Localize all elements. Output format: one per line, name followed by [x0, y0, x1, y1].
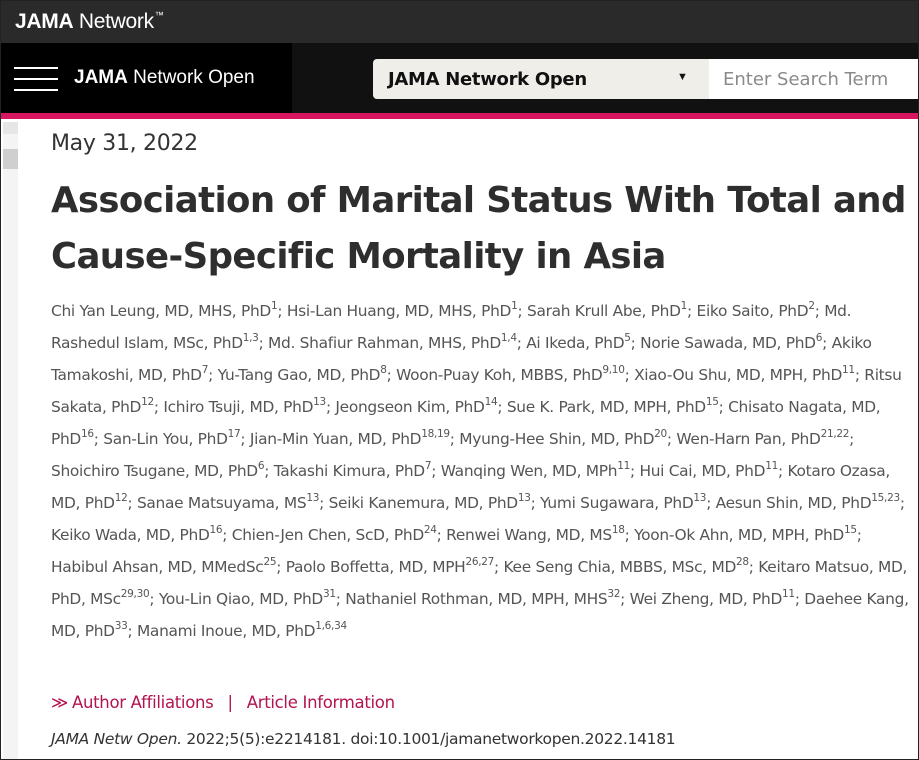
author-affiliation-number: 15,23 [871, 492, 900, 504]
accent-bar [1, 113, 918, 119]
article-links [51, 693, 395, 712]
author-item[interactable] [345, 590, 620, 608]
author-affiliation-number: 18 [611, 524, 625, 536]
author-affiliation-number: 1,3 [242, 332, 259, 344]
author-name: Daehee Kang, MD, PhD [51, 590, 909, 640]
citation-journal: JAMA Netw Open. [51, 730, 182, 748]
author-affiliation-number: 6 [815, 332, 823, 344]
author-affiliation-number: 1,4 [500, 332, 517, 344]
author-item[interactable] [287, 302, 518, 320]
author-name: Wen-Harn Pan, PhD [676, 430, 821, 448]
author-affiliation-number: 29,30 [120, 588, 150, 600]
author-item[interactable] [716, 494, 900, 512]
author-item[interactable] [51, 558, 276, 576]
author-name: Keitaro Matsuo, MD, PhD, MSc [51, 558, 908, 608]
logo-jama: JAMA [15, 10, 74, 33]
double-chevron-right-icon: ≫ [51, 693, 68, 712]
author-name: Seiki Kanemura, MD, PhD [328, 494, 518, 512]
caret-down-icon: ▼ [677, 71, 688, 83]
author-item[interactable] [640, 334, 822, 352]
author-item[interactable] [639, 462, 778, 480]
author-list: Chi Yan Leung, MD, MHS, PhD$^1$; Hsi-Lan Huang, MD, MHS, PhD$^1$; Sarah Krull Abe, PhD$^1$; Eiko Saito, PhD$^2$; Md. Rashedul Islam, MSc, PhD$^{1,3}$; Md. Shafiur Rahman, MHS, PhD$^{1,4}$; Ai Ikeda, PhD$^5$; Norie Sawada, MD, PhD$^6$; Akiko Tamakoshi, MD, PhD$^7$; Yu-Tang Gao, MD, PhD$^8$; Woon-Puay Koh, MBBS, PhD$^{9,10}$; Xiao-Ou Shu, MD, MPH, PhD$^{11}$; Ritsu Sakata, PhD$^{12}$; Ichiro Tsuji, MD, PhD$^{13}$; Jeongseon Kim, PhD$^{14}$; Sue K. Park, MD, MPH, PhD$^{15}$; Chisato Nagata, MD, PhD$^{16}$; San-Lin You, PhD$^{17}$; Jian-Min Yuan, MD, PhD$^{18,19}$; Myung-Hee Shin, MD, PhD$^{20}$; Wen-Harn Pan, PhD$^{21,22}$; Shoichiro Tsugane, MD, PhD$^6$; Takashi Kimura, PhD$^7$; Wanqing Wen, MD, MPh$^{11}$; Hui Cai, MD, PhD$^{11}$; Kotaro Ozasa, MD, PhD$^{12}$; Sanae Matsuyama, MS$^{13}$; Seiki Kanemura, MD, PhD$^{13}$; Yumi Sugawara, PhD$^{13}$; Aesun Shin, MD, PhD$^{15,23}$; Keiko Wada, MD, PhD$^{16}$; Chien-Jen Chen, ScD, PhD$^{24}$; Renwei Wang, MD, MS$^{18}$; Yoon-Ok Ahn, MD, MPH, PhD$^{15}$; Habibul Ahsan, MD, MMedSc$^{25}$; Paolo Boffetta, MD, MPH$^{26,27}$; Kee Seng Chia, MBBS, MSc, MD$^{28}$; Keitaro Matsuo, MD, PhD, MSc$^{29,30}$; You-Lin Qiao, MD, PhD$^{31}$; Nathaniel Rothman, MD, MPH, MHS$^{32}$; Wei Zheng, MD, PhD$^{11}$; Daehee Kang, MD, PhD$^{33}$; Manami Inoue, MD, PhD$^{1,6,34}$ [51, 300, 909, 640]
author-name: Manami Inoue, MD, PhD [136, 622, 316, 640]
author-name: Yumi Sugawara, PhD [540, 494, 694, 512]
author-item[interactable] [268, 334, 517, 352]
author-affiliation-number: 6 [257, 460, 265, 472]
author-name: Akiko Tamakoshi, MD, PhD [51, 334, 872, 384]
author-name: Chien-Jen Chen, ScD, PhD [231, 526, 424, 544]
scrollbar-track[interactable] [3, 122, 18, 759]
author-name: Woon-Puay Koh, MBBS, PhD [396, 366, 603, 384]
author-name: Ichiro Tsuji, MD, PhD [163, 398, 314, 416]
author-name: Md. Rashedul Islam, MSc, PhD [51, 302, 852, 352]
author-affiliation-number: 11 [842, 364, 855, 376]
author-name: Keiko Wada, MD, PhD [51, 526, 210, 544]
search-input[interactable] [709, 59, 918, 99]
author-item[interactable] [540, 494, 706, 512]
author-affiliation-number: 13 [517, 492, 531, 504]
author-name: Wanqing Wen, MD, MPh [440, 462, 618, 480]
author-name: Md. Shafiur Rahman, MHS, PhD [268, 334, 501, 352]
author-item[interactable] [446, 526, 624, 544]
author-affiliation-number: 31 [322, 588, 336, 600]
author-item[interactable] [335, 398, 497, 416]
author-affiliation-number: 18,19 [421, 428, 450, 440]
author-affiliations-label: Author Affiliations [71, 693, 214, 712]
author-affiliation-number: 2 [808, 300, 815, 312]
network-topbar [1, 1, 918, 43]
author-item[interactable] [634, 366, 855, 384]
author-affiliation-number: 12 [141, 396, 154, 408]
author-affiliation-number: 1 [680, 300, 688, 312]
author-item[interactable] [630, 590, 795, 608]
author-item[interactable] [634, 526, 857, 544]
author-item[interactable] [504, 558, 749, 576]
author-affiliation-number: 28 [736, 556, 749, 568]
journal-select-dropdown[interactable] [373, 59, 709, 99]
author-name: Yu-Tang Gao, MD, PhD [217, 366, 381, 384]
logo-network: Network [78, 10, 154, 33]
author-item[interactable] [250, 430, 450, 448]
author-item[interactable] [51, 462, 264, 480]
author-affiliation-number: 14 [484, 396, 498, 408]
author-affiliation-number: 1,6,34 [315, 620, 347, 632]
author-name: Sarah Krull Abe, PhD [526, 302, 681, 320]
site-name-rest: Network Open [127, 67, 255, 88]
author-affiliation-number: 9,10 [602, 364, 625, 376]
logo-trademark: ™ [154, 10, 164, 20]
citation [51, 730, 675, 748]
author-name: Aesun Shin, MD, PhD [715, 494, 872, 512]
jama-network-logo[interactable] [15, 10, 163, 34]
scrollbar-top[interactable] [3, 122, 18, 134]
author-item[interactable] [329, 494, 531, 512]
author-name: Sue K. Park, MD, MPH, PhD [506, 398, 706, 416]
author-item[interactable] [507, 398, 719, 416]
author-item[interactable] [441, 462, 630, 480]
author-affiliation-number: 21,22 [820, 428, 850, 440]
author-name: Kee Seng Chia, MBBS, MSc, MD [503, 558, 737, 576]
link-separator: | [227, 693, 233, 712]
author-affiliation-number: 26,27 [465, 556, 495, 568]
author-affiliation-number: 8 [380, 364, 387, 376]
author-item[interactable] [103, 430, 240, 448]
author-item[interactable] [163, 398, 326, 416]
article-title: Association of Marital Status With Total and Cause-Specific Mortality in Asia [51, 180, 906, 277]
author-affiliation-number: 12 [114, 492, 128, 504]
author-affiliation-number: 1 [270, 300, 278, 312]
author-name: Wei Zheng, MD, PhD [629, 590, 783, 608]
author-name: Renwei Wang, MD, MS [446, 526, 612, 544]
author-name: Kotaro Ozasa, MD, PhD [51, 462, 891, 512]
author-name: Chi Yan Leung, MD, MHS, PhD [51, 302, 271, 320]
author-affiliation-number: 13 [693, 492, 707, 504]
author-item[interactable] [137, 622, 347, 640]
author-name: Paolo Boffetta, MD, MPH [285, 558, 466, 576]
author-name: Jian-Min Yuan, MD, PhD [249, 430, 422, 448]
author-name: Eiko Saito, PhD [696, 302, 809, 320]
author-name: Xiao-Ou Shu, MD, MPH, PhD [634, 366, 843, 384]
author-affiliation-number: 16 [81, 428, 94, 440]
author-affiliation-number: 25 [263, 556, 277, 568]
site-name[interactable] [74, 67, 255, 89]
author-item[interactable] [697, 302, 815, 320]
author-affiliation-number: 33 [114, 620, 128, 632]
author-affiliation-number: 11 [782, 588, 795, 600]
author-affiliation-number: 24 [423, 524, 437, 536]
author-name: Jeongseon Kim, PhD [335, 398, 485, 416]
author-item[interactable] [676, 430, 849, 448]
journal-select-value: JAMA Network Open [388, 69, 587, 90]
author-affiliation-number: 13 [306, 492, 320, 504]
author-name: Sanae Matsuyama, MS [136, 494, 307, 512]
author-affiliation-number: 17 [227, 428, 241, 440]
author-affiliation-number: 1 [511, 300, 518, 312]
author-affiliation-number: 7 [424, 460, 432, 472]
site-name-bold: JAMA [74, 67, 128, 88]
author-item[interactable] [527, 302, 687, 320]
author-affiliation-number: 11 [765, 460, 778, 472]
author-name: Shoichiro Tsugane, MD, PhD [51, 462, 258, 480]
article-information-link[interactable]: Article Information [246, 693, 395, 712]
author-affiliation-number: 13 [313, 396, 326, 408]
hamburger-menu-icon[interactable] [14, 65, 58, 93]
author-name: Hui Cai, MD, PhD [639, 462, 766, 480]
author-affiliation-number: 11 [617, 460, 630, 472]
author-item[interactable] [159, 590, 336, 608]
author-name: Ai Ikeda, PhD [526, 334, 625, 352]
author-name: Norie Sawada, MD, PhD [640, 334, 816, 352]
author-item[interactable] [232, 526, 437, 544]
author-item[interactable] [286, 558, 494, 576]
author-item[interactable] [526, 334, 630, 352]
author-affiliation-number: 16 [209, 524, 223, 536]
author-name: You-Lin Qiao, MD, PhD [158, 590, 323, 608]
author-affiliation-number: 15 [705, 396, 719, 408]
author-affiliation-number: 15 [843, 524, 857, 536]
author-name: Chisato Nagata, MD, PhD [51, 398, 881, 448]
author-item[interactable] [51, 302, 277, 320]
author-item[interactable] [51, 526, 222, 544]
publication-date: May 31, 2022 [51, 131, 198, 156]
author-name: Myung-Hee Shin, MD, PhD [459, 430, 655, 448]
author-affiliations-link[interactable] [51, 693, 213, 712]
navbar-left [1, 43, 292, 113]
author-name: Yoon-Ok Ahn, MD, MPH, PhD [634, 526, 844, 544]
scrollbar-thumb[interactable] [3, 149, 18, 169]
author-name: Hsi-Lan Huang, MD, MHS, PhD [286, 302, 512, 320]
author-name: Habibul Ahsan, MD, MMedSc [51, 558, 264, 576]
author-item[interactable] [218, 366, 387, 384]
journal-navbar [1, 43, 918, 113]
author-name: San-Lin You, PhD [103, 430, 228, 448]
author-name: Ritsu Sakata, PhD [51, 366, 902, 416]
author-item[interactable] [459, 430, 667, 448]
author-affiliation-number: 20 [654, 428, 667, 440]
author-item[interactable] [137, 494, 319, 512]
citation-details: 2022;5(5):e2214181. doi:10.1001/jamanetworkopen.2022.14181 [181, 730, 676, 748]
author-affiliation-number: 7 [201, 364, 209, 376]
author-item[interactable] [274, 462, 432, 480]
author-name: Takashi Kimura, PhD [273, 462, 425, 480]
author-name: Nathaniel Rothman, MD, MPH, MHS [345, 590, 608, 608]
author-item[interactable] [396, 366, 625, 384]
author-affiliation-number: 5 [624, 332, 631, 344]
author-affiliation-number: 32 [607, 588, 621, 600]
